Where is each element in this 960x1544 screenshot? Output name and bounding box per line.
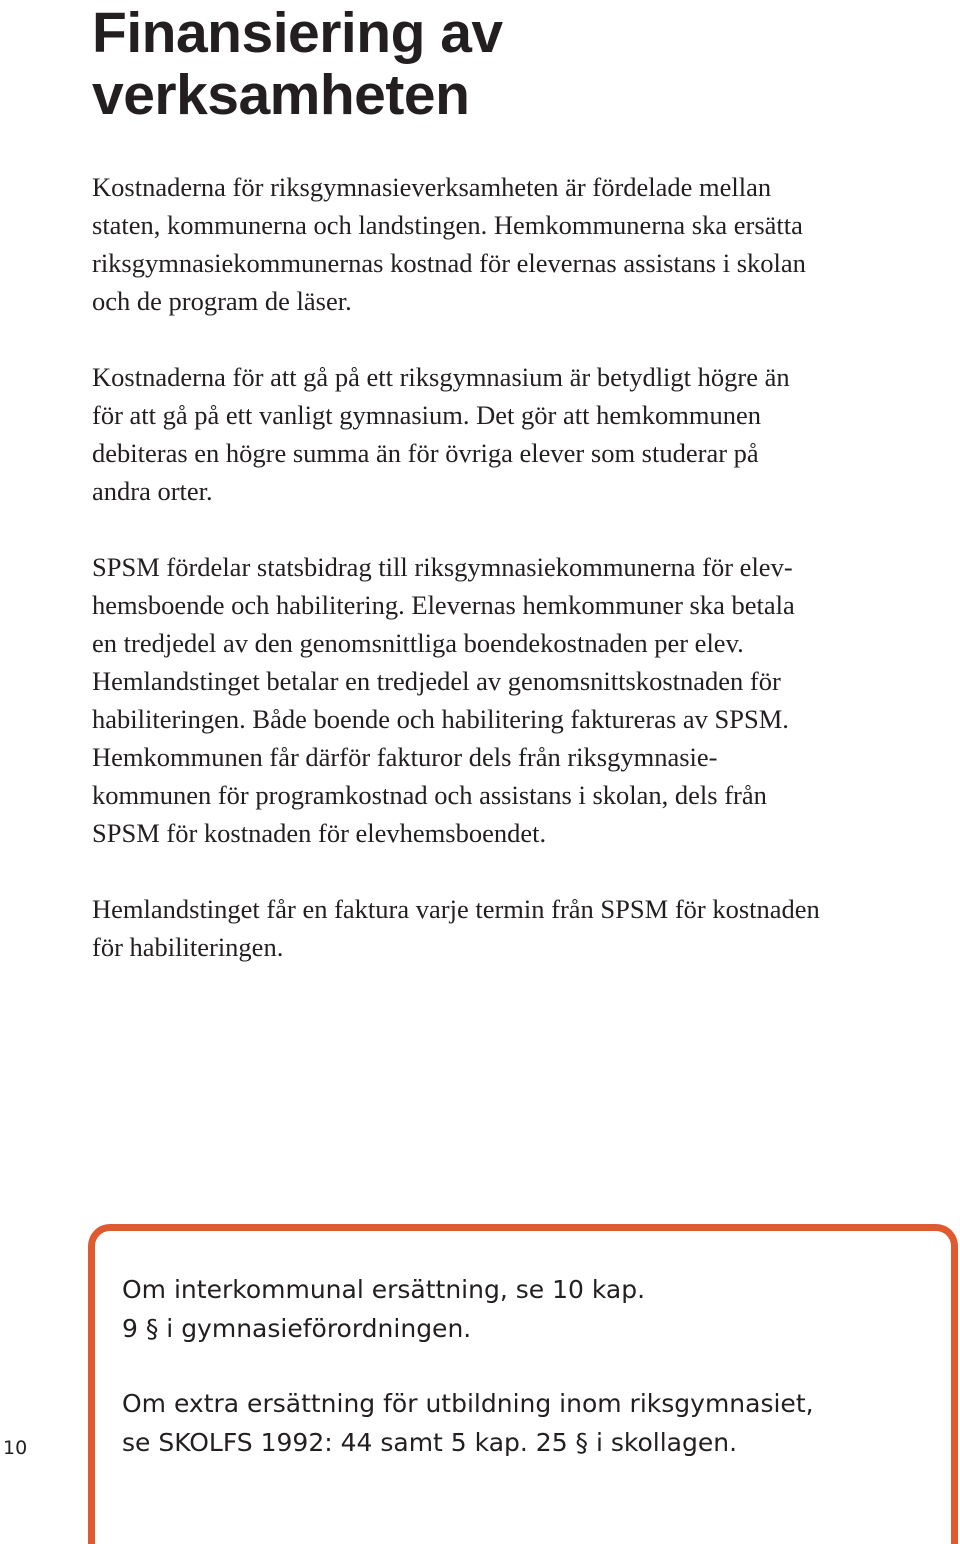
text-line: SPSM fördelar statsbidrag till riksgymnasiekommunerna för elev-: [92, 552, 793, 582]
text-line: Om extra ersättning för utbildning inom riksgymnasiet,: [122, 1389, 814, 1418]
body-text: [92, 168, 960, 1004]
text-line: för habiliteringen.: [92, 932, 284, 962]
page-number: 10: [3, 1437, 28, 1459]
text-line: kommunen för programkostnad och assistans i skolan, dels från: [92, 780, 767, 810]
text-line: staten, kommunerna och landstingen. Hemkommunerna ska ersätta: [92, 210, 803, 240]
text-line: Hemkommunen får därför fakturor dels från riksgymnasie-: [92, 742, 718, 772]
title-line: verksamheten: [92, 63, 470, 127]
text-line: Hemlandstinget betalar en tredjedel av genomsnittskostnaden för: [92, 666, 781, 696]
paragraph-invoice: [92, 890, 960, 966]
text-line: debiteras en högre summa än för övriga elever som studerar på: [92, 438, 759, 468]
paragraph-spsm-grants: [92, 548, 960, 852]
info-note: [122, 1270, 922, 1348]
text-line: för att gå på ett vanligt gymnasium. Det gör att hemkommunen: [92, 400, 761, 430]
text-line: 9 § i gymnasieförordningen.: [122, 1314, 472, 1343]
info-box-text: [122, 1270, 922, 1498]
text-line: Kostnaderna för att gå på ett riksgymnasium är betydligt högre än: [92, 362, 790, 392]
text-line: andra orter.: [92, 476, 213, 506]
title-line: Finansiering av: [92, 1, 503, 65]
text-line: riksgymnasiekommunernas kostnad för elevernas assistans i skolan: [92, 248, 806, 278]
text-line: Om interkommunal ersättning, se 10 kap.: [122, 1275, 646, 1304]
paragraph-cost-distribution: [92, 168, 960, 320]
text-line: och de program de läser.: [92, 286, 352, 316]
paragraph-higher-costs: [92, 358, 960, 510]
page-title: [92, 2, 912, 126]
text-line: SPSM för kostnaden för elevhemsboendet.: [92, 818, 547, 848]
text-line: hemsboende och habilitering. Elevernas hemkommuner ska betala: [92, 590, 795, 620]
text-line: habiliteringen. Både boende och habilitering faktureras av SPSM.: [92, 704, 789, 734]
text-line: se SKOLFS 1992: 44 samt 5 kap. 25 § i skollagen.: [122, 1428, 738, 1457]
text-line: Kostnaderna för riksgymnasieverksamheten är fördelade mellan: [92, 172, 772, 202]
info-note: [122, 1384, 922, 1462]
text-line: Hemlandstinget får en faktura varje termin från SPSM för kostnaden: [92, 894, 820, 924]
text-line: en tredjedel av den genomsnittliga boendekostnaden per elev.: [92, 628, 744, 658]
